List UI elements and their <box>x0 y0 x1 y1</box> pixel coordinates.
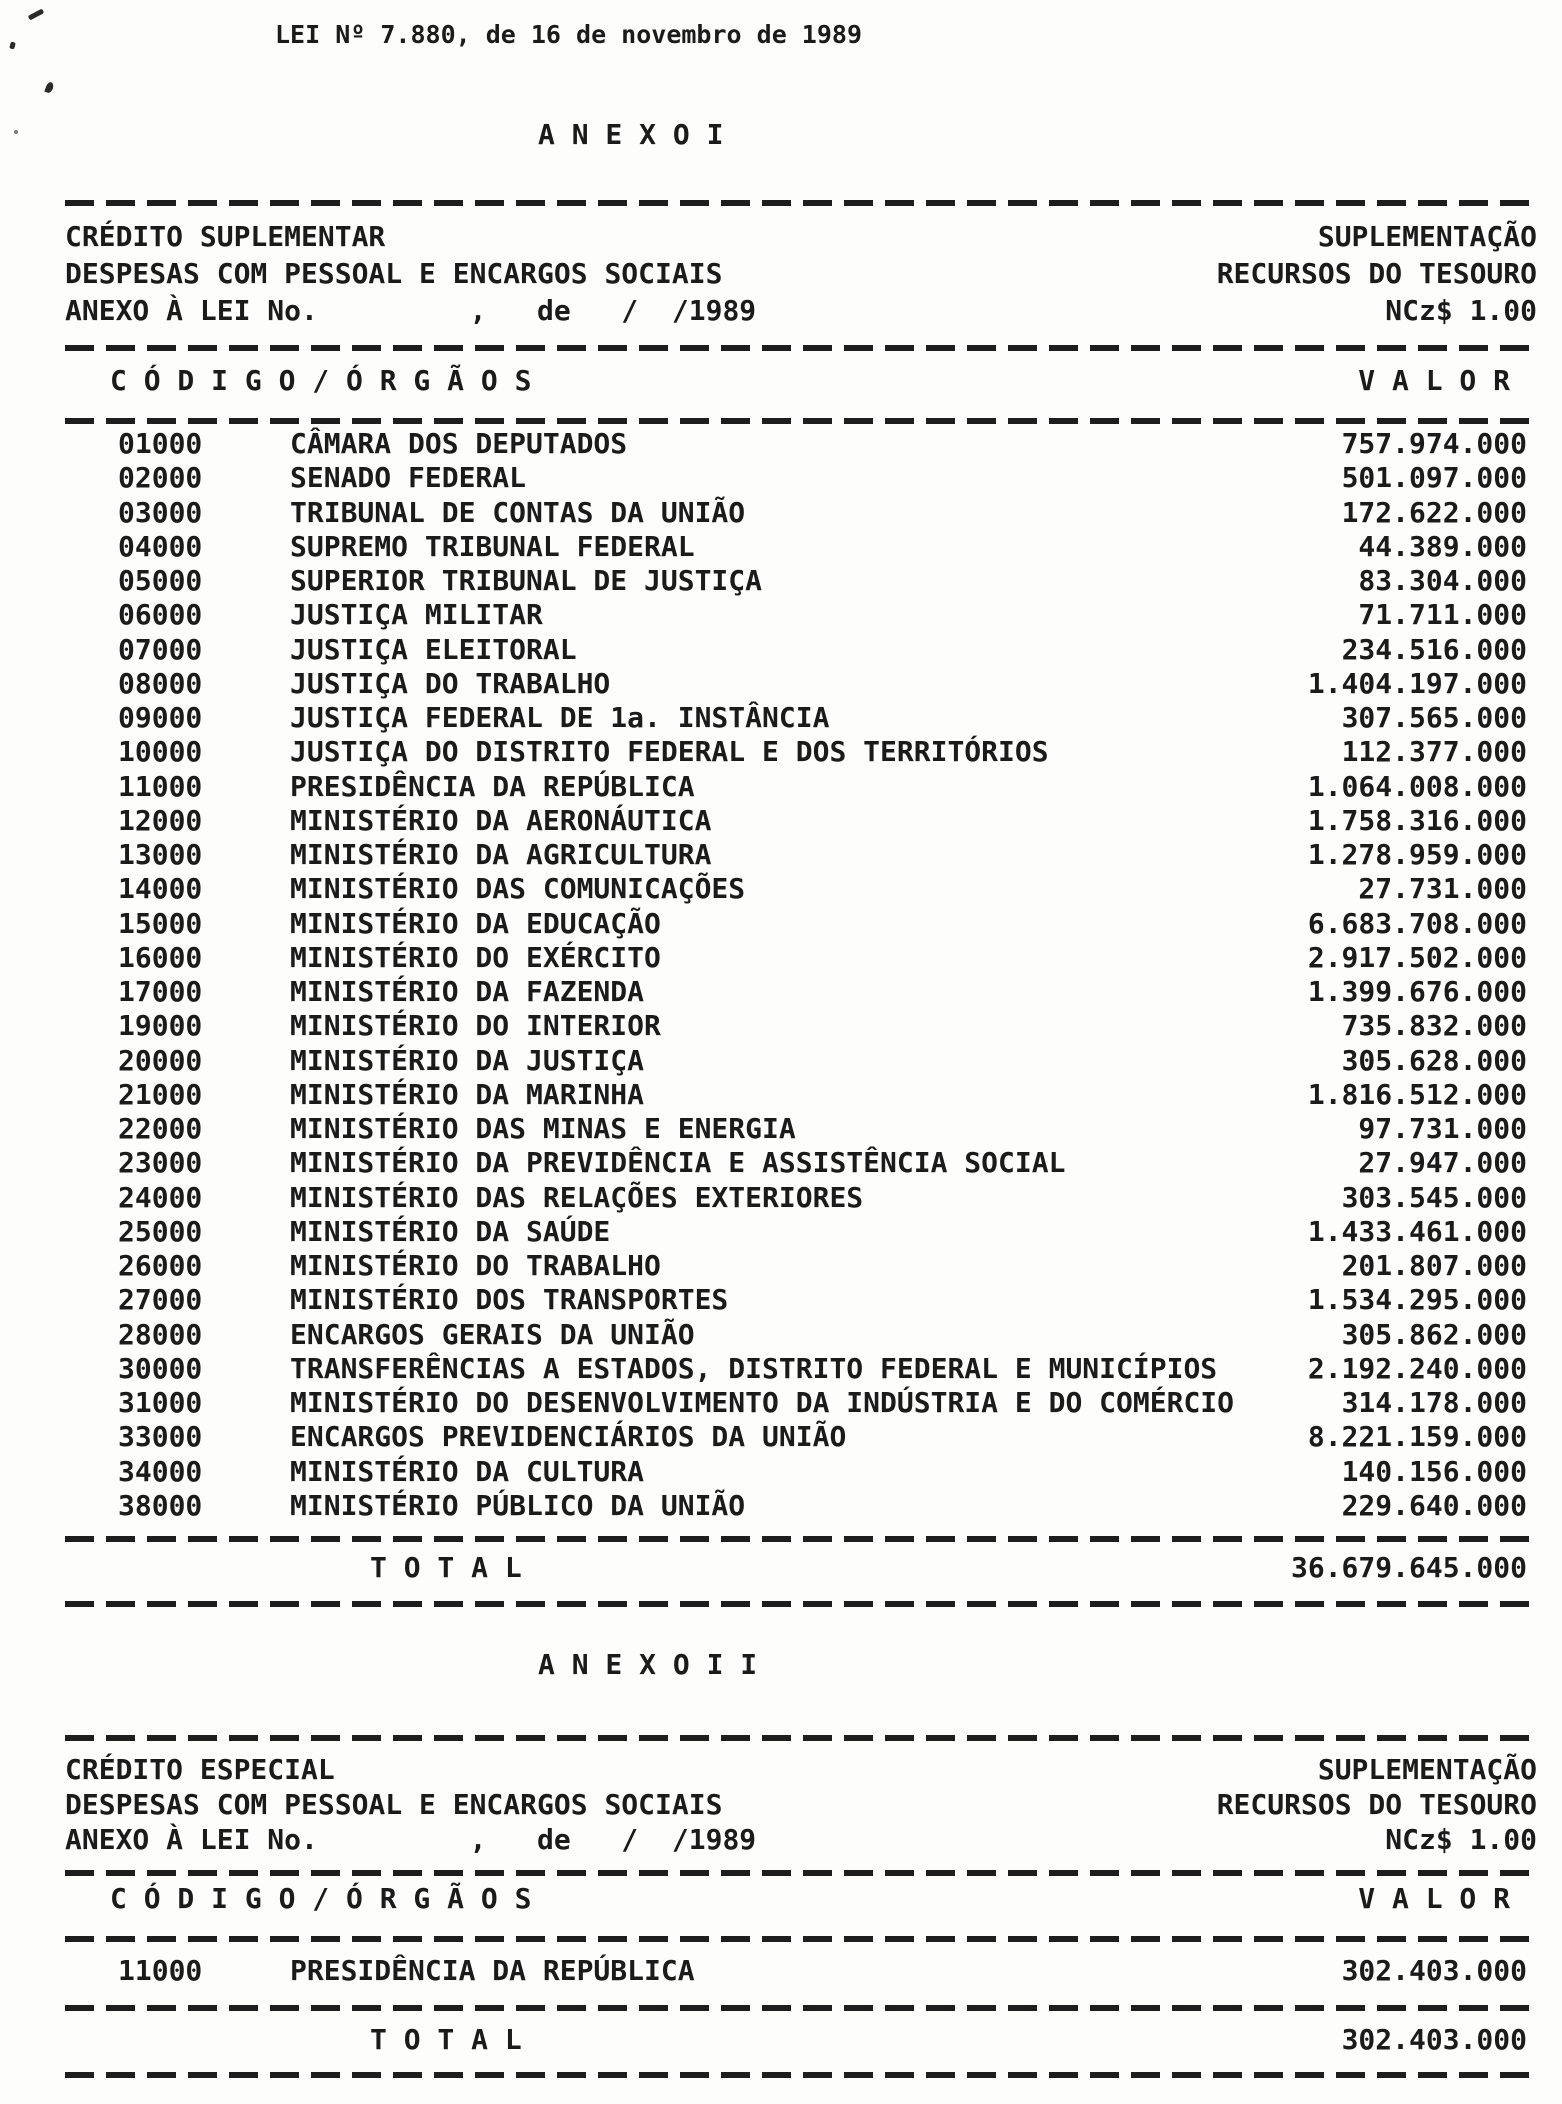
org-value: 1.278.959.000 <box>1307 838 1527 871</box>
org-name: JUSTIÇA DO TRABALHO <box>290 666 611 700</box>
divider-dashed-line <box>65 345 1540 351</box>
annex1-expense-type: DESPESAS COM PESSOAL E ENCARGOS SOCIAIS <box>65 257 723 290</box>
table-row <box>65 941 1540 975</box>
annex1-currency-unit: NCz$ 1.00 <box>1385 294 1537 327</box>
annex2-currency-unit: NCz$ 1.00 <box>1385 1823 1537 1856</box>
org-value: 229.640.000 <box>1341 1488 1527 1522</box>
org-code: 30000 <box>118 1351 203 1385</box>
org-name: TRIBUNAL DE CONTAS DA UNIÃO <box>290 495 746 529</box>
org-name: SUPREMO TRIBUNAL FEDERAL <box>290 529 695 563</box>
table-row <box>65 496 1540 530</box>
annex1-credit-type: CRÉDITO SUPLEMENTAR <box>65 220 386 253</box>
org-code: 08000 <box>118 666 203 700</box>
org-code: 38000 <box>118 1488 203 1522</box>
org-name: MINISTÉRIO DA AERONÁUTICA <box>290 803 712 837</box>
table-row <box>65 1420 1540 1454</box>
divider-dashed-line <box>65 1536 1540 1542</box>
org-name: MINISTÉRIO DA FAZENDA <box>290 975 645 1008</box>
org-name: PRESIDÊNCIA DA REPÚBLICA <box>290 769 695 803</box>
org-name: MINISTÉRIO DA MARINHA <box>290 1077 645 1111</box>
table-row <box>65 907 1540 941</box>
org-name: ENCARGOS PREVIDENCIÁRIOS DA UNIÃO <box>290 1420 847 1454</box>
org-name: SENADO FEDERAL <box>290 461 527 495</box>
org-code: 04000 <box>118 529 203 563</box>
org-code: 12000 <box>118 803 203 837</box>
law-title: LEI Nº 7.880, de 16 de novembro de 1989 <box>275 20 862 49</box>
table-row <box>65 770 1540 804</box>
table-row <box>65 633 1540 667</box>
org-code: 10000 <box>118 735 203 769</box>
divider-dashed-line <box>65 200 1540 206</box>
table-row <box>65 1146 1540 1180</box>
org-code: 22000 <box>118 1112 203 1145</box>
table-row <box>65 1352 1540 1386</box>
org-value: 44.389.000 <box>1358 529 1527 563</box>
org-name: MINISTÉRIO DA SAÚDE <box>290 1214 611 1248</box>
annex2-column-header-value: V A L O R <box>1358 1882 1510 1915</box>
annex1-heading: A N E X O I <box>538 118 724 151</box>
org-code: 01000 <box>118 427 203 460</box>
annex2-heading: A N E X O I I <box>538 1648 758 1681</box>
org-code: 21000 <box>118 1077 203 1111</box>
annex1-resource-source: RECURSOS DO TESOURO <box>1216 257 1537 290</box>
org-code: 23000 <box>118 1146 203 1180</box>
divider-dashed-line <box>65 1735 1540 1741</box>
org-value: 27.947.000 <box>1358 1146 1527 1180</box>
table-row <box>65 701 1540 735</box>
org-code: 24000 <box>118 1180 203 1214</box>
org-name: JUSTIÇA FEDERAL DE 1a. INSTÂNCIA <box>290 701 830 734</box>
table-row <box>65 1386 1540 1420</box>
org-code: 02000 <box>118 461 203 495</box>
annex1-column-header-value: V A L O R <box>1358 364 1510 397</box>
org-value: 1.433.461.000 <box>1307 1214 1527 1248</box>
org-name: JUSTIÇA ELEITORAL <box>290 632 577 666</box>
table-row <box>65 1181 1540 1215</box>
org-value: 302.403.000 <box>1341 1954 1527 1987</box>
org-name: CÂMARA DOS DEPUTADOS <box>290 427 628 460</box>
divider-dashed-line <box>65 1936 1540 1942</box>
divider-dashed-line <box>65 2005 1540 2011</box>
annex1-total-value: 36.679.645.000 <box>1290 1551 1527 1584</box>
annex1-total-label: T O T A L <box>370 1551 522 1584</box>
org-code: 11000 <box>118 769 203 803</box>
org-value: 1.758.316.000 <box>1307 803 1527 837</box>
org-code: 06000 <box>118 598 203 632</box>
org-code: 27000 <box>118 1283 203 1317</box>
org-code: 34000 <box>118 1454 203 1488</box>
table-row <box>65 598 1540 632</box>
org-name: JUSTIÇA MILITAR <box>290 598 543 632</box>
org-code: 20000 <box>118 1043 203 1077</box>
annex1-column-header-code: C Ó D I G O / Ó R G Ã O S <box>110 364 532 397</box>
annex2-total-value: 302.403.000 <box>1341 2023 1527 2056</box>
annex1-resource-type: SUPLEMENTAÇÃO <box>1317 220 1537 253</box>
org-value: 2.917.502.000 <box>1307 940 1527 974</box>
org-code: 25000 <box>118 1214 203 1248</box>
org-code: 05000 <box>118 564 203 597</box>
org-name: MINISTÉRIO DA EDUCAÇÃO <box>290 906 661 940</box>
table-row <box>65 1953 1540 1988</box>
table-row <box>65 872 1540 906</box>
annex2-resource-type: SUPLEMENTAÇÃO <box>1317 1753 1537 1786</box>
table-row <box>65 975 1540 1009</box>
org-name: SUPERIOR TRIBUNAL DE JUSTIÇA <box>290 564 763 597</box>
annex2-table <box>65 1953 1540 1988</box>
org-name: MINISTÉRIO PÚBLICO DA UNIÃO <box>290 1488 746 1522</box>
org-name: PRESIDÊNCIA DA REPÚBLICA <box>290 1954 695 1987</box>
annex2-resource-source: RECURSOS DO TESOURO <box>1216 1788 1537 1821</box>
divider-dashed-line <box>65 2072 1540 2078</box>
org-name: MINISTÉRIO DAS MINAS E ENERGIA <box>290 1112 796 1145</box>
org-value: 314.178.000 <box>1341 1386 1527 1419</box>
table-row <box>65 1455 1540 1489</box>
table-row <box>65 735 1540 769</box>
table-row <box>65 461 1540 495</box>
annex2-credit-type: CRÉDITO ESPECIAL <box>65 1753 335 1786</box>
org-value: 172.622.000 <box>1341 495 1527 529</box>
org-value: 140.156.000 <box>1341 1454 1527 1488</box>
org-name: MINISTÉRIO DAS RELAÇÕES EXTERIORES <box>290 1180 864 1214</box>
org-value: 501.097.000 <box>1341 461 1527 495</box>
table-row <box>65 1283 1540 1317</box>
table-row <box>65 1215 1540 1249</box>
table-row <box>65 530 1540 564</box>
org-code: 14000 <box>118 872 203 906</box>
table-row <box>65 564 1540 598</box>
org-value: 1.399.676.000 <box>1307 975 1527 1008</box>
org-value: 201.807.000 <box>1341 1249 1527 1282</box>
table-row <box>65 1318 1540 1352</box>
org-value: 234.516.000 <box>1341 632 1527 666</box>
org-name: MINISTÉRIO DO DESENVOLVIMENTO DA INDÚSTRIA E DO COMÉRCIO <box>290 1386 1235 1419</box>
ink-speck <box>14 130 18 134</box>
org-name: MINISTÉRIO DA AGRICULTURA <box>290 838 712 871</box>
ink-speck <box>44 81 54 94</box>
table-row <box>65 1078 1540 1112</box>
org-value: 1.064.008.000 <box>1307 769 1527 803</box>
org-code: 09000 <box>118 701 203 734</box>
org-name: MINISTÉRIO DOS TRANSPORTES <box>290 1283 729 1317</box>
org-name: TRANSFERÊNCIAS A ESTADOS, DISTRITO FEDERAL E MUNICÍPIOS <box>290 1351 1218 1385</box>
org-value: 1.816.512.000 <box>1307 1077 1527 1111</box>
org-name: MINISTÉRIO DA JUSTIÇA <box>290 1043 645 1077</box>
org-value: 305.862.000 <box>1341 1317 1527 1351</box>
org-name: ENCARGOS GERAIS DA UNIÃO <box>290 1317 695 1351</box>
table-row <box>65 838 1540 872</box>
org-value: 757.974.000 <box>1341 427 1527 460</box>
ink-speck <box>28 9 44 21</box>
org-value: 112.377.000 <box>1341 735 1527 769</box>
org-code: 07000 <box>118 632 203 666</box>
annex1-law-reference: ANEXO À LEI No. , de / /1989 <box>65 294 757 327</box>
table-row <box>65 1044 1540 1078</box>
annex2-column-header-code: C Ó D I G O / Ó R G Ã O S <box>110 1882 532 1915</box>
org-code: 19000 <box>118 1009 203 1043</box>
org-value: 8.221.159.000 <box>1307 1420 1527 1454</box>
org-name: MINISTÉRIO DO TRABALHO <box>290 1249 661 1282</box>
org-code: 11000 <box>118 1954 203 1987</box>
table-row <box>65 427 1540 461</box>
org-value: 6.683.708.000 <box>1307 906 1527 940</box>
org-name: JUSTIÇA DO DISTRITO FEDERAL E DOS TERRITÓRIOS <box>290 735 1049 769</box>
org-name: MINISTÉRIO DO INTERIOR <box>290 1009 661 1043</box>
table-row <box>65 804 1540 838</box>
org-code: 17000 <box>118 975 203 1008</box>
org-name: MINISTÉRIO DAS COMUNICAÇÕES <box>290 872 746 906</box>
org-value: 307.565.000 <box>1341 701 1527 734</box>
org-value: 97.731.000 <box>1358 1112 1527 1145</box>
org-code: 16000 <box>118 940 203 974</box>
org-value: 1.534.295.000 <box>1307 1283 1527 1317</box>
table-row <box>65 667 1540 701</box>
annex1-table <box>65 427 1540 1523</box>
org-value: 2.192.240.000 <box>1307 1351 1527 1385</box>
table-row <box>65 1249 1540 1283</box>
org-value: 71.711.000 <box>1358 598 1527 632</box>
annex2-total-label: T O T A L <box>370 2023 522 2056</box>
divider-dashed-line <box>65 1601 1540 1607</box>
org-code: 26000 <box>118 1249 203 1282</box>
table-row <box>65 1489 1540 1523</box>
org-code: 15000 <box>118 906 203 940</box>
org-code: 28000 <box>118 1317 203 1351</box>
org-value: 83.304.000 <box>1358 564 1527 597</box>
table-row <box>65 1009 1540 1043</box>
org-name: MINISTÉRIO DO EXÉRCITO <box>290 940 661 974</box>
org-code: 31000 <box>118 1386 203 1419</box>
annex2-law-reference: ANEXO À LEI No. , de / /1989 <box>65 1823 757 1856</box>
org-value: 1.404.197.000 <box>1307 666 1527 700</box>
org-code: 33000 <box>118 1420 203 1454</box>
org-name: MINISTÉRIO DA PREVIDÊNCIA E ASSISTÊNCIA SOCIAL <box>290 1146 1066 1180</box>
org-code: 03000 <box>118 495 203 529</box>
org-value: 305.628.000 <box>1341 1043 1527 1077</box>
annex2-expense-type: DESPESAS COM PESSOAL E ENCARGOS SOCIAIS <box>65 1788 723 1821</box>
org-value: 303.545.000 <box>1341 1180 1527 1214</box>
org-code: 13000 <box>118 838 203 871</box>
table-row <box>65 1112 1540 1146</box>
divider-dashed-line <box>65 1870 1540 1876</box>
org-name: MINISTÉRIO DA CULTURA <box>290 1454 645 1488</box>
ink-speck <box>9 41 16 49</box>
org-value: 735.832.000 <box>1341 1009 1527 1043</box>
divider-dashed-line <box>65 418 1540 424</box>
org-value: 27.731.000 <box>1358 872 1527 906</box>
